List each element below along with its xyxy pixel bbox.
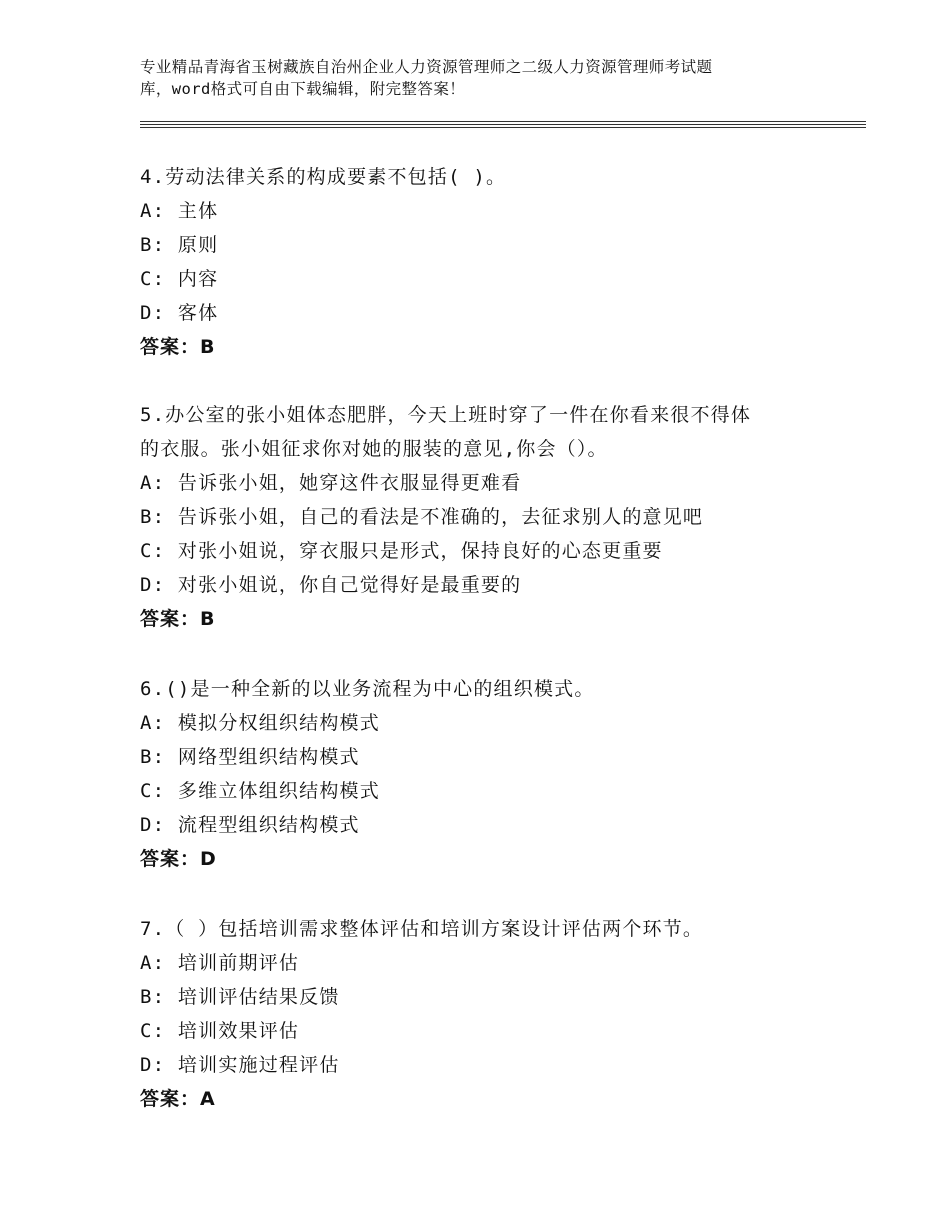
- option-d: D: 对张小姐说，你自己觉得好是最重要的: [140, 574, 522, 596]
- question-7: [140, 912, 820, 1116]
- question-6: [140, 672, 820, 876]
- option-b: B: 培训评估结果反馈: [140, 986, 340, 1008]
- header-divider: [140, 127, 866, 128]
- document-header: [140, 56, 820, 100]
- question-5: [140, 398, 820, 636]
- question-stem: 7.（ ）包括培训需求整体评估和培训方案设计评估两个环节。: [140, 918, 704, 940]
- option-a: A: 模拟分权组织结构模式: [140, 712, 380, 734]
- option-b: B: 网络型组织结构模式: [140, 746, 360, 768]
- answer: 答案：B: [140, 336, 216, 358]
- option-b: B: 原则: [140, 234, 219, 256]
- option-c: C: 培训效果评估: [140, 1020, 300, 1042]
- option-d: D: 流程型组织结构模式: [140, 814, 360, 836]
- option-d: D: 培训实施过程评估: [140, 1054, 340, 1076]
- option-c: C: 内容: [140, 268, 219, 290]
- option-d: D: 客体: [140, 302, 219, 324]
- question-stem: 4.劳动法律关系的构成要素不包括( )。: [140, 166, 507, 188]
- answer: 答案：A: [140, 1088, 216, 1110]
- option-a: A: 培训前期评估: [140, 952, 300, 974]
- question-stem: 5.办公室的张小姐体态肥胖，今天上班时穿了一件在你看来很不得体: [140, 404, 752, 426]
- question-4: [140, 160, 820, 364]
- question-stem: 6.()是一种全新的以业务流程为中心的组织模式。: [140, 678, 595, 700]
- option-a: A: 告诉张小姐，她穿这件衣服显得更难看: [140, 472, 522, 494]
- answer: 答案：B: [140, 608, 216, 630]
- option-a: A: 主体: [140, 200, 219, 222]
- header-divider: [140, 121, 866, 122]
- question-stem-continued: 的衣服。张小姐征求你对她的服装的意见,你会（）。: [140, 438, 608, 460]
- answer: 答案：D: [140, 848, 217, 870]
- header-title-line-2: 库，word格式可自由下载编辑，附完整答案！: [140, 80, 466, 98]
- option-c: C: 对张小姐说，穿衣服只是形式，保持良好的心态更重要: [140, 540, 663, 562]
- header-title-line-1: 专业精品青海省玉树藏族自治州企业人力资源管理师之二级人力资源管理师考试题: [140, 58, 713, 76]
- option-c: C: 多维立体组织结构模式: [140, 780, 380, 802]
- header-divider: [140, 124, 866, 125]
- option-b: B: 告诉张小姐，自己的看法是不准确的，去征求别人的意见吧: [140, 506, 704, 528]
